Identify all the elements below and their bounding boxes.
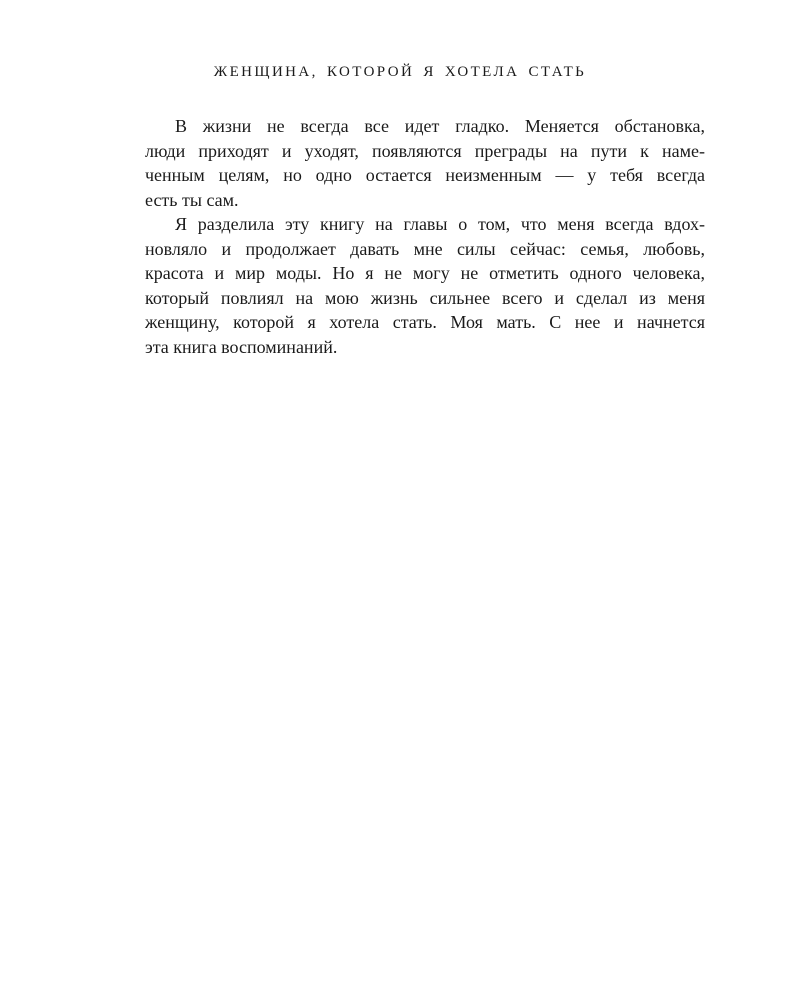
paragraph-line: есть ты сам.: [145, 189, 239, 210]
paragraph-line: люди приходят и уходят, появляются преграды на пути к наме-: [145, 140, 705, 161]
paragraph-line: красота и мир моды. Но я не могу не отметить одного человека,: [145, 263, 705, 283]
running-header: ЖЕНЩИНА, КОТОРОЙ Я ХОТЕЛА СТАТЬ: [213, 64, 587, 80]
paragraph-2: [145, 212, 705, 359]
paragraph-line: женщину, которой я хотела стать. Моя мать. С нее и начнется: [145, 312, 705, 332]
paragraph-1: [145, 114, 705, 212]
paragraph-line: эта книга воспоминаний.: [145, 336, 338, 357]
paragraph-line: В жизни не всегда все идет гладко. Меняется обстановка,: [175, 116, 705, 136]
paragraph-line: ченным целям, но одно остается неизменным — у тебя всегда: [145, 165, 705, 185]
paragraph-line: новляло и продолжает давать мне силы сейчас: семья, любовь,: [145, 238, 705, 259]
paragraph-line: Я разделила эту книгу на главы о том, что меня всегда вдох-: [175, 214, 705, 234]
body-text: [145, 114, 705, 359]
paragraph-line: который повлиял на мою жизнь сильнее всего и сделал из меня: [145, 287, 705, 308]
